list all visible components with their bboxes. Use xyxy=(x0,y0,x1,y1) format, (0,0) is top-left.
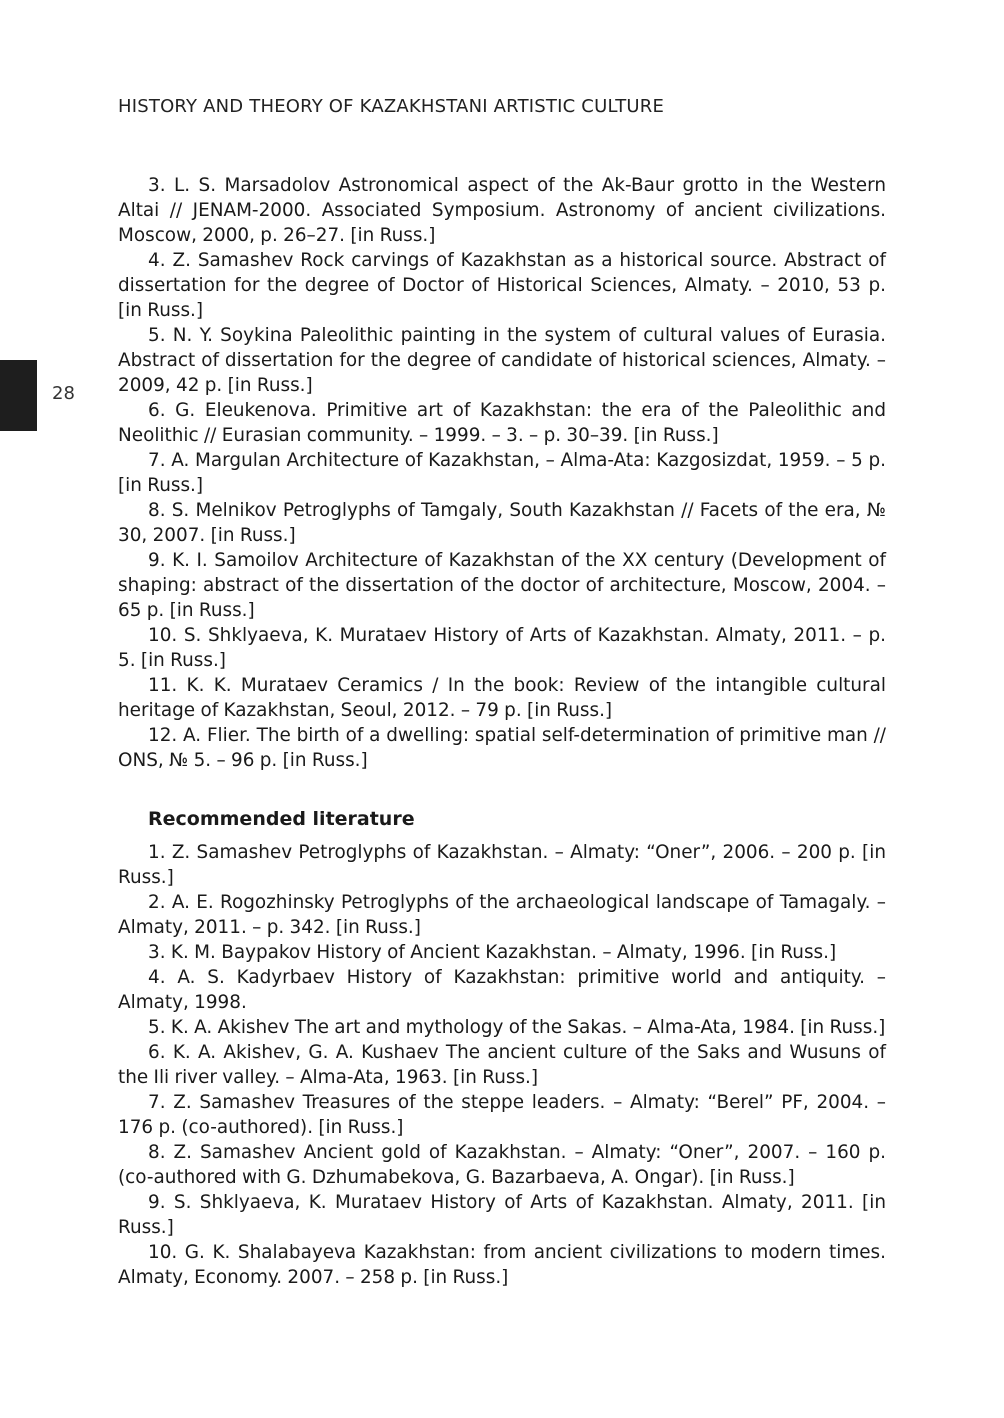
reference-entry: 7. A. Margulan Architecture of Kazakhstan, – Alma-Ata: Kazgosizdat, 1959. – 5 p. [in Russ.] xyxy=(118,450,886,496)
recommended-entry: 5. K. A. Akishev The art and mythology of the Sakas. – Alma-Ata, 1984. [in Russ.] xyxy=(148,1017,886,1038)
recommended-entry: 6. K. A. Akishev, G. A. Kushaev The ancient culture of the Saks and Wusuns of the Ili river valley. – Alma-Ata, 1963. [in Russ.] xyxy=(118,1042,886,1088)
reference-entry: 11. K. K. Murataev Ceramics / In the book: Review of the intangible cultural heritage of Kazakhstan, Seoul, 2012. – 79 p. [in Russ.] xyxy=(118,675,886,721)
recommended-literature-heading: Recommended literature xyxy=(148,808,415,830)
reference-entry: 3. L. S. Marsadolov Astronomical aspect of the Ak-Baur grotto in the Western Altai // JENAM-2000. Associated Symposium. Astronomy of ancient civilizations. Moscow, 2000, p. 26–27. [in Russ.] xyxy=(118,175,886,246)
recommended-entry: 8. Z. Samashev Ancient gold of Kazakhstan. – Almaty: “Oner”, 2007. – 160 p. (co-authored with G. Dzhumabekova, G. Bazarbaeva, A. Ongar). [in Russ.] xyxy=(118,1142,886,1188)
recommended-entry: 4. A. S. Kadyrbaev History of Kazakhstan: primitive world and antiquity. – Almaty, 1998. xyxy=(118,967,886,1013)
recommended-entry: 10. G. K. Shalabayeva Kazakhstan: from ancient civilizations to modern times. Almaty, Economy. 2007. – 258 p. [in Russ.] xyxy=(118,1242,886,1288)
recommended-entry: 2. A. E. Rogozhinsky Petroglyphs of the archaeological landscape of Tamagaly. – Almaty, 2011. – p. 342. [in Russ.] xyxy=(118,892,886,938)
recommended-entry: 7. Z. Samashev Treasures of the steppe leaders. – Almaty: “Berel” PF, 2004. – 176 p. (co-authored). [in Russ.] xyxy=(118,1092,886,1138)
recommended-entry: 3. K. M. Baypakov History of Ancient Kazakhstan. – Almaty, 1996. [in Russ.] xyxy=(148,942,837,963)
page-number: 28 xyxy=(52,383,75,404)
reference-entry: 8. S. Melnikov Petroglyphs of Tamgaly, South Kazakhstan // Facets of the era, № 30, 2007. [in Russ.] xyxy=(118,500,886,546)
reference-list xyxy=(118,173,886,773)
reference-entry: 6. G. Eleukenova. Primitive art of Kazakhstan: the era of the Paleolithic and Neolithic // Eurasian community. – 1999. – 3. – p. 30–39. [in Russ.] xyxy=(118,400,886,446)
reference-entry: 12. A. Flier. The birth of a dwelling: spatial self-determination of primitive man // ONS, № 5. – 96 p. [in Russ.] xyxy=(118,725,886,771)
recommended-entry: 9. S. Shklyaeva, K. Murataev History of Arts of Kazakhstan. Almaty, 2011. [in Russ.] xyxy=(118,1192,886,1238)
reference-entry: 9. K. I. Samoilov Architecture of Kazakhstan of the XX century (Development of shaping: abstract of the dissertation of the doctor of architecture, Moscow, 2004. – 65 p. [in Russ.] xyxy=(118,550,886,621)
recommended-entry: 1. Z. Samashev Petroglyphs of Kazakhstan. – Almaty: “Oner”, 2006. – 200 p. [in Russ.] xyxy=(118,842,886,888)
running-head: HISTORY AND THEORY OF KAZAKHSTANI ARTISTIC CULTURE xyxy=(118,96,665,117)
reference-entry: 10. S. Shklyaeva, K. Murataev History of Arts of Kazakhstan. Almaty, 2011. – p. 5. [in Russ.] xyxy=(118,625,886,671)
recommended-literature-list xyxy=(118,840,886,1290)
reference-entry: 5. N. Y. Soykina Paleolithic painting in the system of cultural values of Eurasia. Abstract of dissertation for the degree of candidate of historical sciences, Almaty. – 2009, 42 p. [in Russ.] xyxy=(118,325,886,396)
reference-entry: 4. Z. Samashev Rock carvings of Kazakhstan as a historical source. Abstract of dissertation for the degree of Doctor of Historical Sciences, Almaty. – 2010, 53 p. [in Russ.] xyxy=(118,250,886,321)
page-edge-tab xyxy=(0,360,37,431)
